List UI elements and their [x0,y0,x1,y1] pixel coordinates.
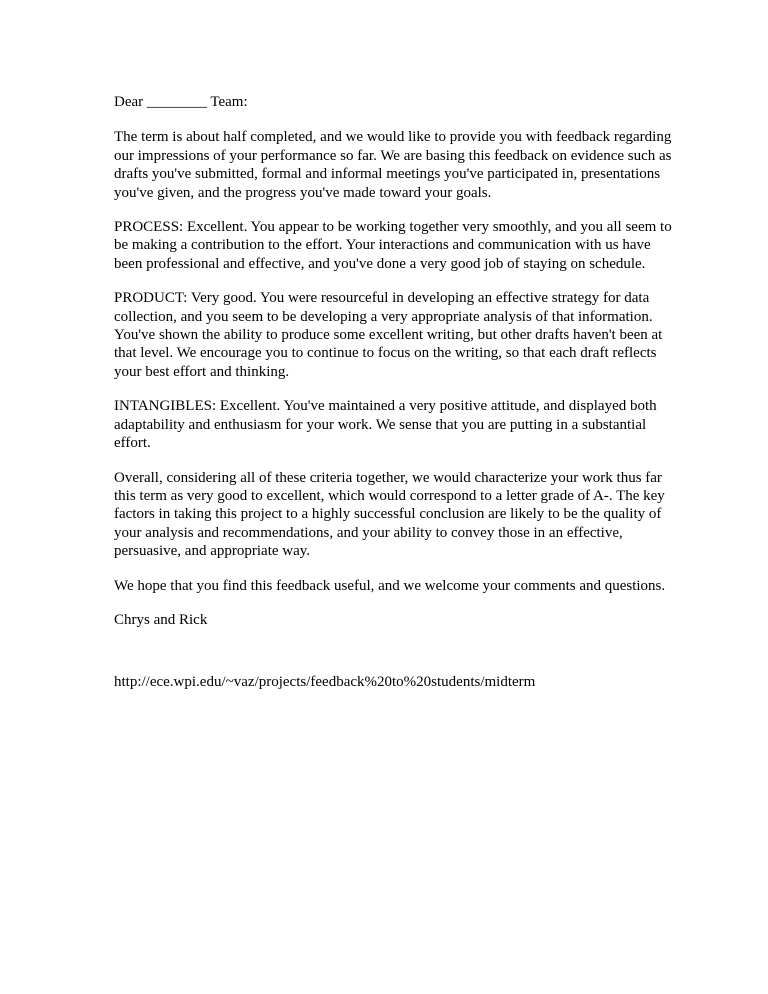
source-url: http://ece.wpi.edu/~vaz/projects/feedback%20to%20students/midterm [114,674,536,691]
process-paragraph: PROCESS: Excellent. You appear to be working together very smoothly, and you all seem to be making a contribution to the effort. Your interactions and communication with us have been professional and effective, and you've done a very good job of staying on schedule. [114,219,672,272]
overall-paragraph: Overall, considering all of these criteria together, we would characterize your work thus far this term as very good to excellent, which would correspond to a letter grade of A-. The key factors in taking this project to a highly successful conclusion are likely to be the quality of your analysis and recommendations, and your ability to convey those in an effective, persuasive, and appropriate way. [114,469,665,560]
feedback-letter [114,93,674,692]
letter-signature: Chrys and Rick [114,611,208,628]
closing-paragraph: We hope that you find this feedback useful, and we welcome your comments and questions. [114,577,666,594]
intro-paragraph: The term is about half completed, and we would like to provide you with feedback regarding our impressions of your performance so far. We are basing this feedback on evidence such as drafts you've submitted, formal and informal meetings you've participated in, presentations you've given, and the progress you've made toward your goals. [114,129,672,201]
product-paragraph: PRODUCT: Very good. You were resourceful in developing an effective strategy for data collection, and you seem to be developing a very appropriate analysis of that information. You've shown the ability to produce some excellent writing, but other drafts haven't been at that level. We encourage you to continue to focus on the writing, so that each draft reflects your best effort and thinking. [114,290,663,380]
letter-greeting: Dear ________ Team: [114,94,248,110]
intangibles-paragraph: INTANGIBLES: Excellent. You've maintained a very positive attitude, and displayed both adaptability and enthusiasm for your work. We sense that you are putting in a substantial effort. [114,398,657,452]
